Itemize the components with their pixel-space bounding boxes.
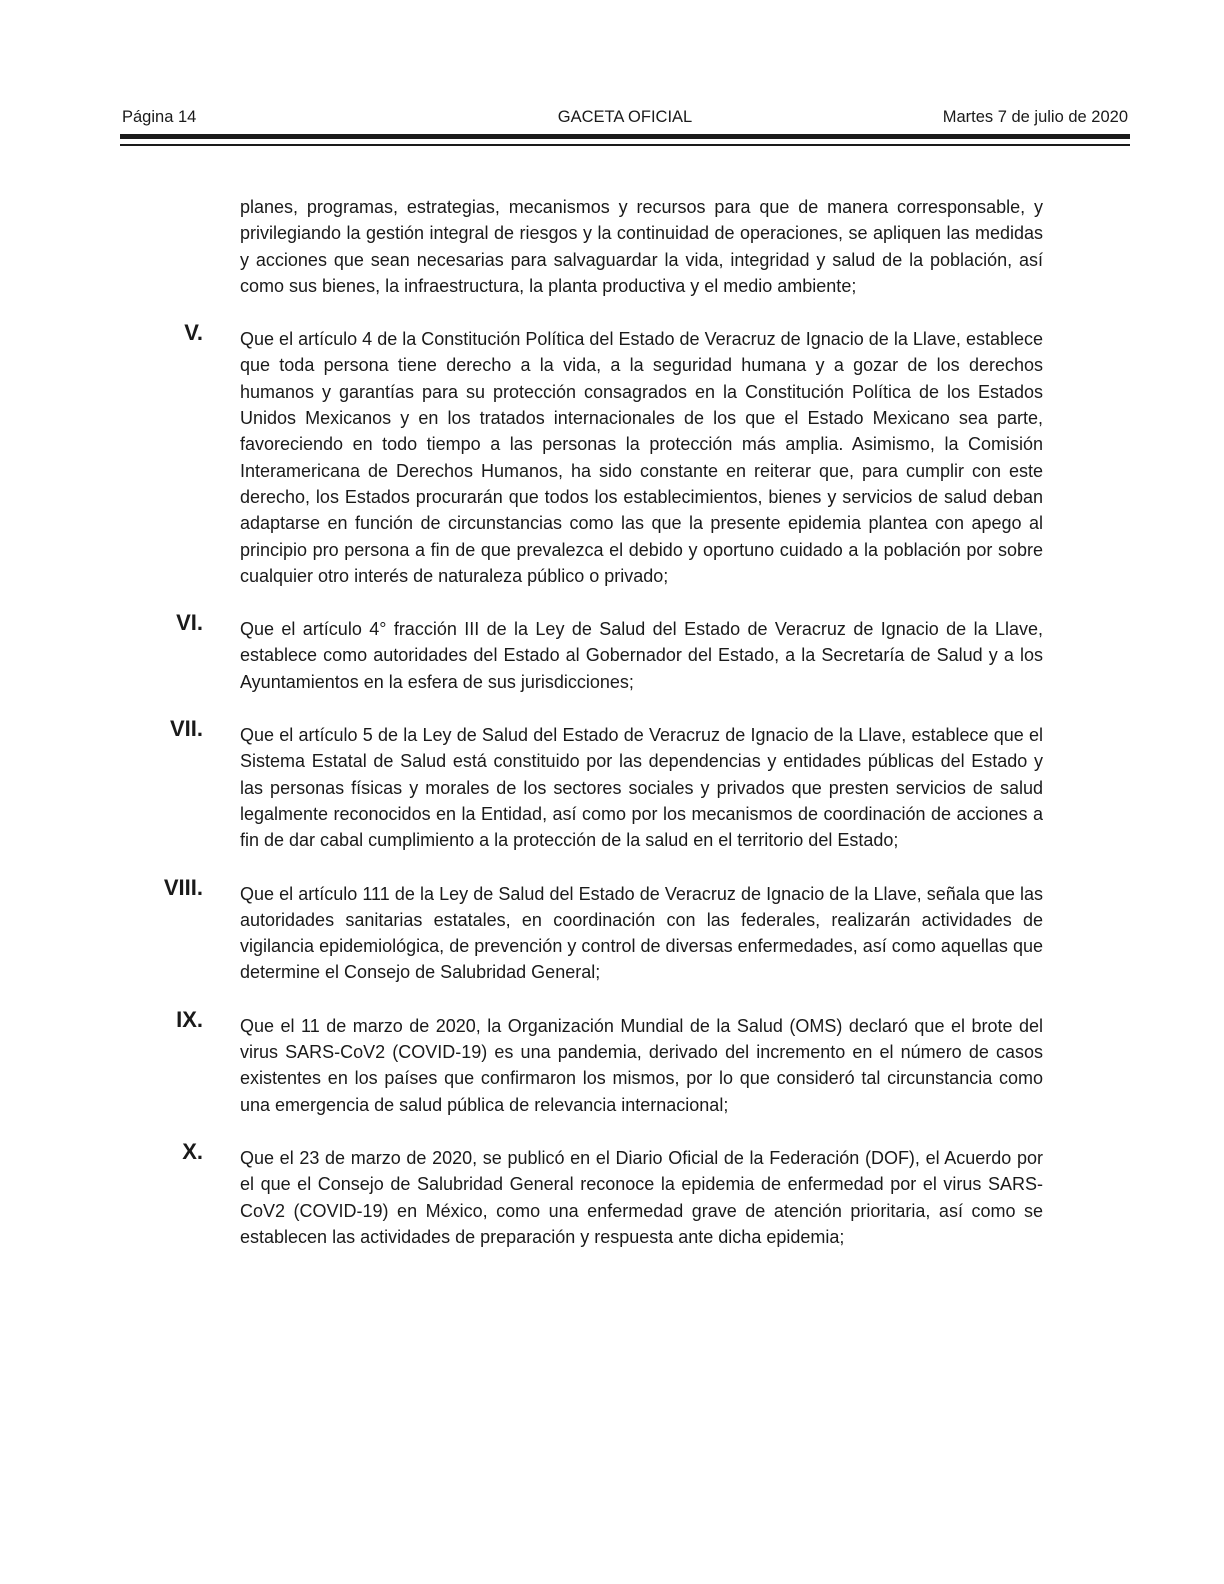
publication-title: GACETA OFICIAL bbox=[557, 108, 693, 126]
item-text: Que el artículo 111 de la Ley de Salud del Estado de Veracruz de Ignacio de la Llave, señala que las autoridades sanitarias estatales, en coordinación con las federales, realizarán actividades de vigilancia epidemiológica, de prevención y control de diversas enfermedades, así como aquellas que determine el Consejo de Salubridad General; bbox=[240, 883, 1043, 983]
item-text: Que el 11 de marzo de 2020, la Organización Mundial de la Salud (OMS) declaró que el brote del virus SARS-CoV2 (COVID-19) es una pandemia, derivado del incremento en el número de casos existentes en los países que confirmaron los mismos, por lo que consideró tal circunstancia como una emergencia de salud pública de relevancia internacional; bbox=[240, 1015, 1043, 1115]
numbered-item bbox=[176, 1006, 1043, 1118]
header-rule-thin bbox=[120, 144, 1130, 146]
numbered-item bbox=[182, 1138, 1043, 1250]
item-number: VI. bbox=[176, 610, 203, 636]
item-number: X. bbox=[182, 1138, 203, 1164]
item-number: VIII. bbox=[163, 874, 203, 900]
item-number: V. bbox=[184, 320, 203, 346]
item-number: IX. bbox=[176, 1006, 203, 1032]
page-number: Página 14 bbox=[122, 108, 197, 126]
header-rule-thick bbox=[120, 134, 1130, 139]
item-text: Que el artículo 4° fracción III de la Ley de Salud del Estado de Veracruz de Ignacio de la Llave, establece como autoridades del Estado al Gobernador del Estado, a la Secretaría de Salud y a los Ayuntamientos en la esfera de sus jurisdicciones; bbox=[240, 619, 1043, 692]
numbered-item bbox=[176, 610, 1043, 695]
item-number: VII. bbox=[169, 716, 203, 742]
numbered-item bbox=[184, 320, 1043, 589]
item-text: Que el 23 de marzo de 2020, se publicó en el Diario Oficial de la Federación (DOF), el Acuerdo por el que el Consejo de Salubridad General reconoce la epidemia de enfermedad por el virus SARS-CoV2 (COVID-19) en México, como una enfermedad grave de atención prioritaria, así como se establecen las actividades de preparación y respuesta ante dicha epidemia; bbox=[240, 1147, 1043, 1247]
item-text: Que el artículo 5 de la Ley de Salud del Estado de Veracruz de Ignacio de la Llave, establece que el Sistema Estatal de Salud está constituido por las dependencias y entidades públicas del Estado y las personas físicas y morales de los sectores sociales y privados que presten servicios de salud legalmente reconocidos en la Entidad, así como por los mecanismos de coordinación de acciones a fin de dar cabal cumplimiento a la protección de la salud en el territorio del Estado; bbox=[240, 725, 1043, 851]
page-header bbox=[122, 108, 1128, 132]
document-body bbox=[0, 194, 1224, 1277]
publication-date: Martes 7 de julio de 2020 bbox=[942, 108, 1128, 126]
item-text: Que el artículo 4 de la Constitución Política del Estado de Veracruz de Ignacio de la Llave, establece que toda persona tiene derecho a la vida, a la seguridad humana y a gozar de los derechos humanos y garantías para su protección consagrados en la Constitución Política de los Estados Unidos Mexicanos y en los tratados internacionales de los que el Estado Mexicano sea parte, favoreciendo en todo tiempo a las personas la protección más amplia. Asimismo, la Comisión Interamericana de Derechos Humanos, ha sido constante en reiterar que, para cumplir con este derecho, los Estados procurarán que todos los establecimientos, bienes y servicios de salud deban adaptarse en función de circunstancias como las que la presente epidemia plantea con apego al principio pro persona a fin de que prevalezca el debido y oportuno cuidado a la población por sobre cualquier otro interés de naturaleza público o privado; bbox=[240, 329, 1043, 586]
continuation-text: planes, programas, estrategias, mecanismos y recursos para que de manera corresponsable, y privilegiando la gestión integral de riesgos y la continuidad de operaciones, se apliquen las medidas y acciones que sean necesarias para salvaguardar la vida, integridad y salud de la población, así como sus bienes, la infraestructura, la planta productiva y el medio ambiente; bbox=[240, 197, 1043, 296]
continuation-paragraph bbox=[240, 194, 1043, 299]
numbered-item bbox=[163, 874, 1043, 986]
numbered-item bbox=[169, 716, 1043, 853]
